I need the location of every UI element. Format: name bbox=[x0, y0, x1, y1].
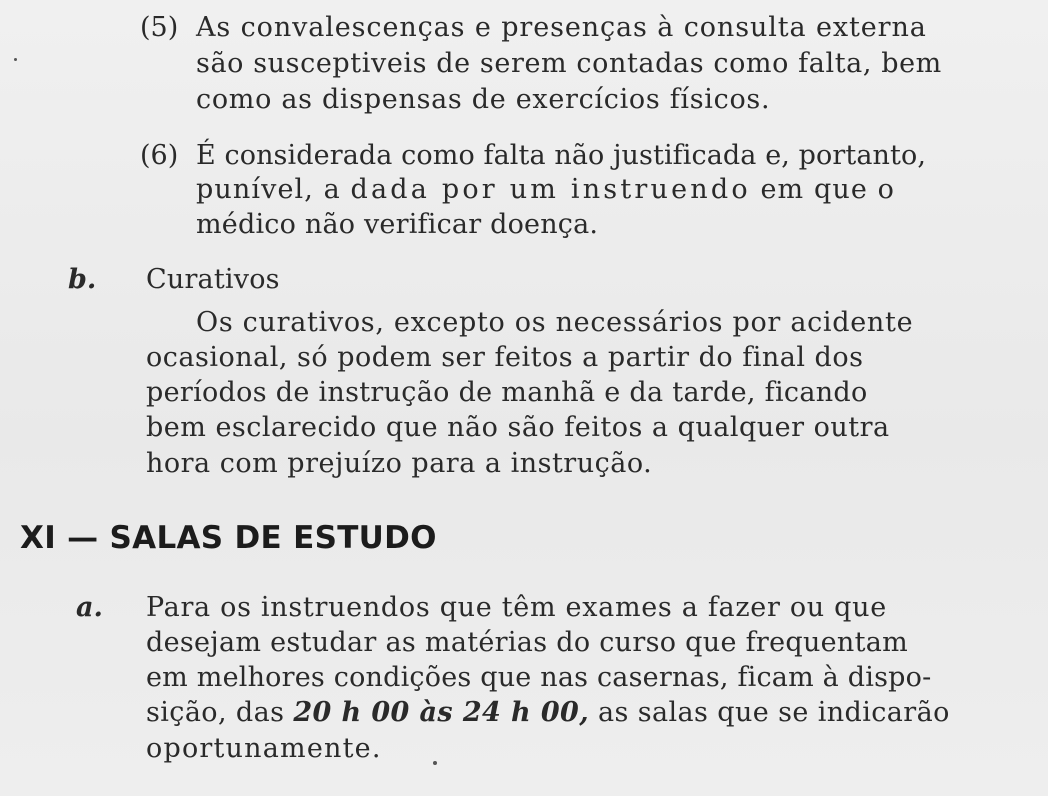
item-5-line-1: As convalescenças e presenças à consulta externa bbox=[196, 12, 927, 43]
section-b-title: Curativos bbox=[146, 264, 280, 295]
section-b-marker: b. bbox=[68, 264, 97, 295]
item-5-line-2: são susceptiveis de serem contadas como falta, bem bbox=[196, 48, 942, 79]
item-6-line-1: É considerada como falta não justificada e, portanto, bbox=[196, 140, 927, 171]
section-b-line-2: ocasional, só podem ser feitos a partir do final dos bbox=[146, 342, 864, 373]
item-5-marker: (5) bbox=[140, 12, 179, 43]
item-6-line-2 bbox=[196, 172, 895, 208]
section-b-line-3: períodos de instrução de manhã e da tarde, ficando bbox=[146, 377, 868, 408]
section-a-line-1: Para os instruendos que têm exames a fazer ou que bbox=[146, 592, 887, 623]
item-5-line-3: como as dispensas de exercícios físicos. bbox=[196, 84, 771, 115]
item-6-line-3: médico não verificar doença. bbox=[196, 209, 599, 240]
section-a-line-2: desejam estudar as matérias do curso que frequentam bbox=[146, 627, 909, 658]
ink-speck bbox=[14, 58, 17, 61]
section-a-line-4-start: sição, das bbox=[146, 697, 294, 728]
section-a-line-3: em melhores condições que nas casernas, ficam à dispo- bbox=[146, 662, 932, 693]
item-6-line-2-spaced: dada por um instruendo bbox=[350, 174, 751, 205]
section-a-time-range: 20 h 00 às 24 h 00, bbox=[293, 697, 590, 728]
section-a-line-5: oportunamente. bbox=[146, 733, 382, 764]
section-a-line-4-end: as salas que se indicarão bbox=[589, 697, 950, 728]
item-6-line-2-start: punível, a bbox=[196, 174, 351, 205]
section-a-line-4 bbox=[146, 695, 950, 731]
item-6-marker: (6) bbox=[140, 140, 179, 171]
section-b-line-5: hora com prejuízo para a instrução. bbox=[146, 448, 653, 479]
item-6-line-2-end: em que o bbox=[750, 174, 895, 205]
section-xi-heading: XI — SALAS DE ESTUDO bbox=[20, 520, 437, 556]
ink-speck bbox=[433, 761, 437, 765]
section-b-line-1: Os curativos, excepto os necessários por acidente bbox=[196, 307, 914, 338]
section-a-marker: a. bbox=[76, 592, 103, 623]
section-b-line-4: bem esclarecido que não são feitos a qualquer outra bbox=[146, 412, 890, 443]
